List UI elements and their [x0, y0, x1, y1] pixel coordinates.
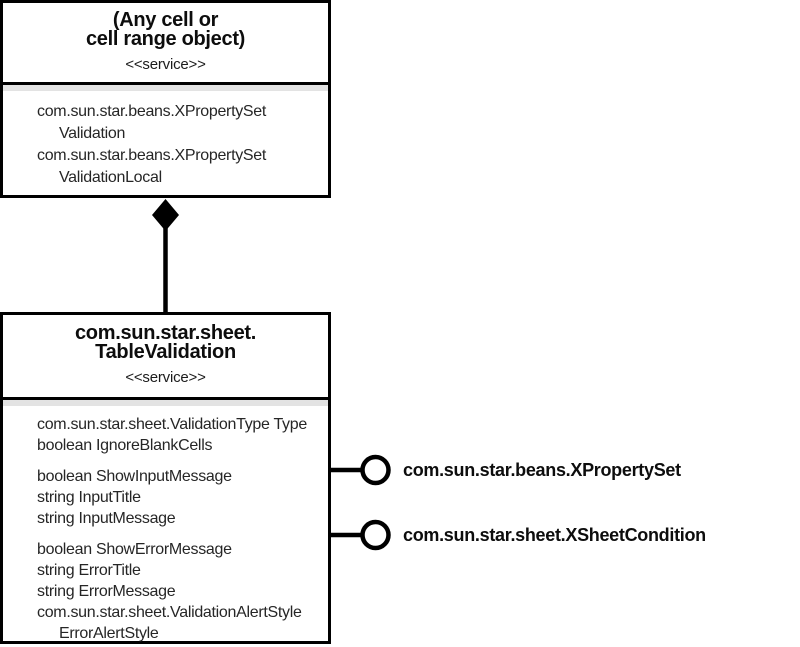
attribute: string ErrorMessage: [37, 583, 176, 600]
attribute-group-error: [37, 539, 324, 644]
tablevalidation-service-box: [0, 312, 331, 644]
attribute: string ErrorTitle: [37, 562, 141, 579]
attribute-type: com.sun.star.beans.XPropertySet: [37, 147, 267, 164]
child-box-title: [3, 324, 328, 362]
parent-box-header: [3, 3, 328, 85]
parent-box-attributes: [3, 85, 328, 189]
attribute-group-validation: [37, 414, 324, 456]
attribute-group-input: [37, 466, 324, 529]
child-box-header: [3, 315, 328, 400]
attribute: string InputMessage: [37, 510, 176, 527]
attribute: boolean ShowErrorMessage: [37, 541, 232, 558]
interface-label-xsheetcondition: com.sun.star.sheet.XSheetCondition: [403, 525, 706, 545]
attribute: com.sun.star.sheet.ValidationType Type: [37, 416, 307, 433]
attribute-name: ValidationLocal: [59, 169, 162, 186]
composition-diamond-icon: [152, 199, 179, 231]
interface-lollipop-icon-1: [363, 457, 389, 483]
attribute-name: Validation: [59, 125, 126, 142]
attribute: boolean ShowInputMessage: [37, 468, 232, 485]
parent-box-stereotype: <<service>>: [125, 56, 206, 73]
child-box-stereotype: <<service>>: [125, 369, 206, 386]
attribute-name: ErrorAlertStyle: [59, 625, 159, 642]
interface-lollipop-icon-2: [363, 522, 389, 548]
parent-service-box: [0, 0, 331, 198]
attribute: boolean IgnoreBlankCells: [37, 437, 213, 454]
interface-label-xpropertyset: com.sun.star.beans.XPropertySet: [403, 460, 681, 480]
attribute-type: com.sun.star.sheet.ValidationAlertStyle: [37, 604, 302, 621]
parent-box-title-line1: (Any cell or: [112, 9, 219, 31]
parent-box-title: [3, 11, 328, 49]
attribute-type: com.sun.star.beans.XPropertySet: [37, 103, 267, 120]
child-box-attributes: [3, 400, 328, 644]
attribute: string InputTitle: [37, 489, 141, 506]
parent-box-title-line2: cell range object): [85, 28, 246, 50]
child-box-title-line1: com.sun.star.sheet.: [74, 322, 257, 344]
child-box-title-line2: TableValidation: [95, 341, 236, 363]
